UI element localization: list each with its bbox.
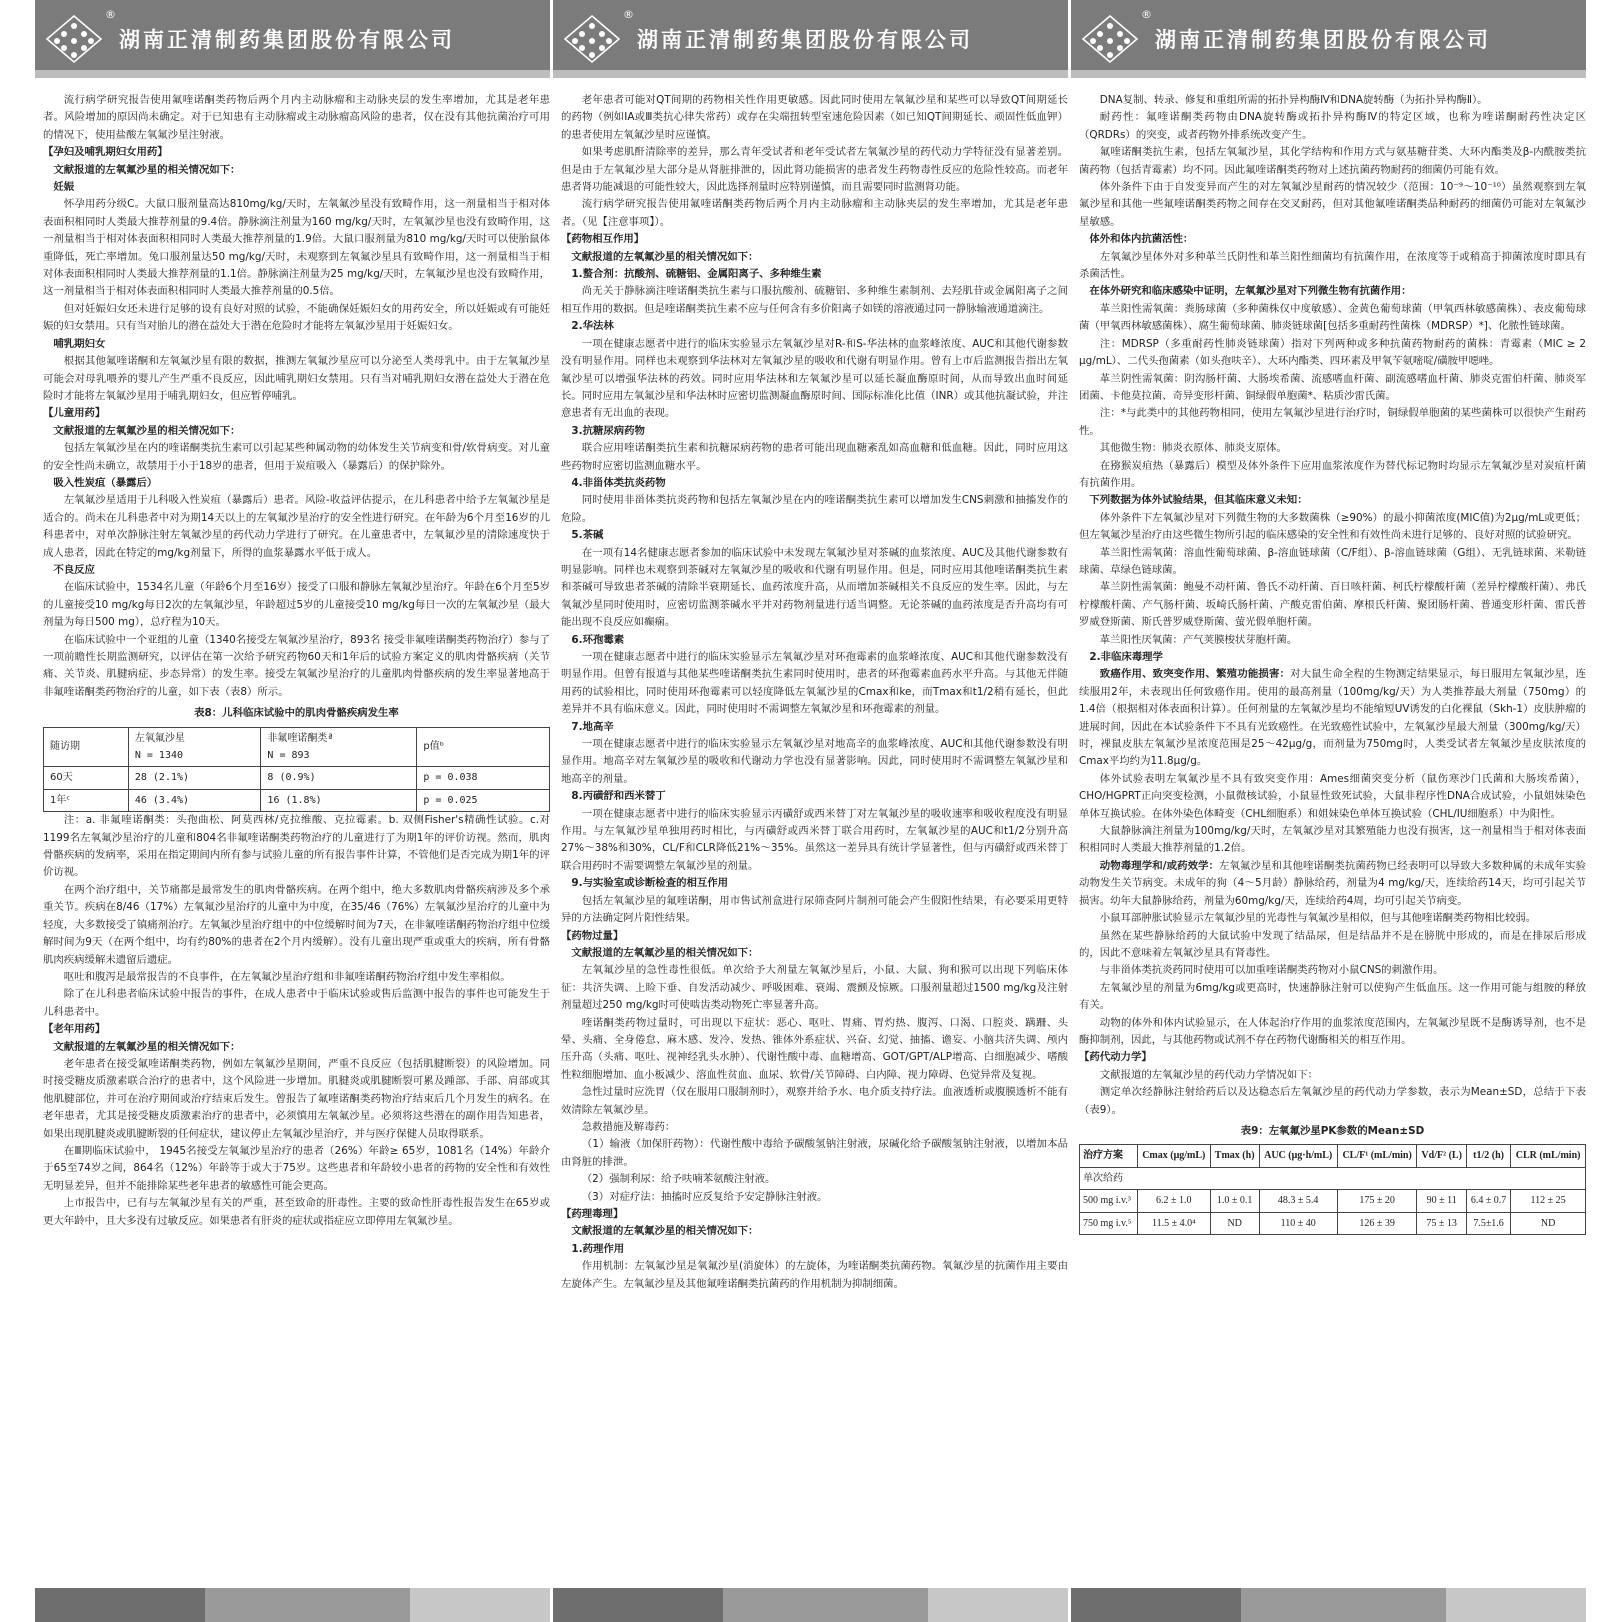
page-column-3 <box>1071 0 1586 1622</box>
table-cell: 110 ± 40 <box>1259 1212 1337 1234</box>
subheading: 吸入性炭疽（暴露后） <box>53 476 158 489</box>
paragraph: （3）对症疗法：抽搐时应反复给予安定静脉注射液。 <box>581 1190 828 1203</box>
paragraph: DNA复制、转录、修复和重组所需的拓扑异构酶Ⅳ和DNA旋转酶（为拓扑异构酶Ⅱ）。 <box>1099 94 1488 106</box>
company-logo <box>1081 14 1139 64</box>
table-cell: 112 ± 25 <box>1511 1190 1586 1212</box>
paragraph-text: 对大鼠生命全程的生物测定结果显示，每日服用左氧氟沙星，连续服用2年，未表现出任何致癌作用。使用的最高剂量（100mg/kg/天）为人类推荐最大剂量（750mg）的1.4倍（根据相对体表面积计算）。任何剂量的左氧氟沙星均不能缩短UV诱发的白化裸鼠（Skh-1）皮肤肿瘤的进展时间，因此在本试验条件下不具有光致癌性。在光致癌性试验中，左氧氟沙星最大剂量（300mg/kg/天）时，裸鼠皮肤左氧氟沙星浓度范围是25～42μg/g，而剂量为750mg时，人类受试者左氧氟沙星皮肤浓度的Cmax平均约为11.8μg/g。 <box>1079 668 1587 768</box>
table-header: t1/2 (h) <box>1466 1145 1510 1167</box>
paragraph: 在猕猴炭疽热（暴露后）模型及体外条件下应用血浆浓度作为替代标记物时均显示左氧氟沙星对炭疽杆菌有抗菌作用。 <box>1079 459 1586 489</box>
table-header: AUC (μg·h/mL) <box>1259 1145 1337 1167</box>
paragraph: 耐药性：氟喹诺酮类药物由DNA旋转酶或拓扑异构酶Ⅳ的特定区域，也称为喹诺酮耐药性决定区（QRDRs）的突变，或者药物外排系统改变产生。 <box>1079 111 1586 141</box>
subheading: 3.抗糖尿病药物 <box>571 424 645 437</box>
paragraph: 氟喹诺酮类抗生素，包括左氧氟沙星，其化学结构和作用方式与氨基糖苷类、大环内酯类及β-内酰胺类抗菌药物（包括青霉素）均不同。因此氟喹诺酮类药物对上述抗菌药物耐药的细菌仍可能有效。 <box>1079 146 1586 176</box>
table-header: CLR (mL/min) <box>1511 1145 1586 1167</box>
paragraph: 一项在健康志愿者中进行的临床实验显示左氧氟沙星对R-和S-华法林的血浆峰浓度、AUC和其他代谢参数没有明显作用。同样也未观察到华法林对左氧氟沙星的吸收和代谢有明显作用。曾有上市后监测报告指出左氧氟沙星可以增强华法林的药效。同时应用华法林和左氧氟沙星可以延长凝血酶原时间，从而导致出血时间延长。同时应用左氧氟沙星和华法林时应密切监测凝血酶原时间、国际标准化比值（INR）或其他抗凝试验，并注意患者有无出血的表现。 <box>561 337 1068 420</box>
table-cell: 28 (2.1%) <box>128 767 261 789</box>
table-header: Tmax (h) <box>1210 1145 1259 1167</box>
table-cell: 75 ± 13 <box>1417 1212 1466 1234</box>
subheading: 6.环孢霉素 <box>571 633 625 646</box>
table-row <box>1080 1167 1586 1189</box>
footer-segment <box>1446 1588 1586 1622</box>
table-header-text: 非氟喹诺酮类ª <box>267 732 334 744</box>
subheading: 2.华法林 <box>571 320 614 333</box>
paragraph: 其他微生物：肺炎衣原体、肺炎支原体。 <box>1099 442 1287 455</box>
section-title: 【老年用药】 <box>43 1023 106 1036</box>
paragraph: 老年患者可能对QT间期的药物相关性作用更敏感。因此同时使用左氧氟沙星和某些可以导致QT间期延长的药物（例如IA或Ⅲ类抗心律失常药）或存在尖端扭转型室速危险因素（如已知QT间期延长、顽固性低血钾）的患者使用左氧氟沙星时应谨慎。 <box>561 94 1068 141</box>
table-cell: 60天 <box>44 767 129 789</box>
company-name: 湖南正清制药集团股份有限公司 <box>1155 28 1491 52</box>
table-8-caption: 表8：儿科临床试验中的肌肉骨骼疾病发生率 <box>194 707 399 720</box>
paragraph: 急性过量时应洗胃（仅在服用口服制剂时），观察并给予水、电介质支持疗法。血液透析或腹膜透析不能有效清除左氧氟沙星。 <box>561 1086 1068 1116</box>
table-header: CL/F¹ (mL/min) <box>1337 1145 1417 1167</box>
table-cell: 11.5 ± 4.0⁴ <box>1137 1212 1210 1234</box>
table-cell: 500 mg i.v.³ <box>1080 1190 1138 1212</box>
paragraph: 尚无关于静脉滴注喹诺酮类抗生素与口服抗酸剂、硫糖铝、多种维生素制剂、去羟肌苷或金属阳离子之间相互作用的数据。但是喹诺酮类抗生素不应与任何含有多价阳离子如镁的溶液通过同一静脉输液通道滴注。 <box>561 285 1068 315</box>
paragraph: 大鼠静脉滴注剂量为100mg/kg/天时，左氧氟沙星对其繁殖能力也没有损害，这一剂量相当于相对体表面积相同时人类最大推荐剂量的1.2倍。 <box>1079 825 1586 855</box>
paragraph: 在Ⅲ期临床试验中， 1945名接受左氧氟沙星治疗的患者（26%）年龄≥ 65岁，1081名（14%）年龄介于65至74岁之间，864名（12%）年龄等于或大于75岁。这些患者和年龄较小患者的药物的安全性和有效性无明显差异，但并不能排除某些老年患者的敏感性可能会更高。 <box>43 1144 550 1192</box>
subheading: 体外和体内抗菌活性： <box>1089 233 1194 246</box>
table-header <box>128 727 261 767</box>
subheading: 在体外研究和临床感染中证明，左氧氟沙星对下列微生物有抗菌作用： <box>1089 285 1412 298</box>
table-header: Vd/F² (L) <box>1417 1145 1466 1167</box>
paragraph: 与非甾体类抗炎药同时使用可以加重喹诺酮类药物对小鼠CNS的刺激作用。 <box>1099 964 1444 977</box>
paragraph: 在临床试验中，1534名儿童（年龄6个月至16岁）接受了口服和静脉左氧氟沙星治疗。年龄在6个月至5岁的儿童接受10 mg/kg每日2次的左氧氟沙星，年龄超过5岁的儿童接受10 mg/kg每日一次的左氧氟沙星（最大剂量为每日500 mg），总疗程为10天。 <box>43 581 550 629</box>
page-column-1 <box>35 0 550 1622</box>
table-cell: ND <box>1210 1212 1259 1234</box>
paragraph: 动物的体外和体内试验显示，在人体起治疗作用的血浆浓度范围内，左氧氟沙星既不是酶诱导剂，也不是酶抑制剂，因此，与其他药物或试剂不存在药物代谢酶相关的相互作用。 <box>1079 1016 1586 1046</box>
paragraph: 老年患者在接受氟喹诺酮类药物，例如左氧氟沙星期间，严重不良反应（包括肌腱断裂）的风险增加。同时接受糖皮质激素联合治疗的患者中，这个风险进一步增加。肌腱炎或肌腱断裂可累及踵部、手部、肩部或其他肌腱部位，并可在治疗期间或治疗结束后发生。曾报告了氟喹诺酮类药物治疗结束后几个月发生的病名。在老年患者，尤其是接受糖皮质激素治疗的患者中，必须慎用左氧氟沙星。必须将这些潜在的副作用告知患者，如果出现肌腱炎或肌腱断裂的任何症状，建议停止左氧氟沙星治疗，并与医疗保健人员取得联系。 <box>43 1057 550 1140</box>
paragraph <box>1079 858 1586 910</box>
paragraph: 流行病学研究报告使用氟喹诺酮类药物后两个月内主动脉瘤和主动脉夹层的发生率增加，尤其是老年患者。（见【注意事项】）。 <box>561 198 1068 228</box>
paragraph: 作用机制：左氧氟沙星是氧氟沙星(消旋体）的左旋体，为喹诺酮类抗菌药物。氧氟沙星的抗菌作用主要由左旋体产生。左氧氟沙星及其他氟喹诺酮类抗菌药的作用机制为抑制细菌。 <box>561 1260 1068 1290</box>
paragraph: 革兰阳性厌氧菌：产气荚膜梭状芽胞杆菌。 <box>1099 633 1298 646</box>
subheading: 4.非甾体类抗炎药物 <box>571 476 666 489</box>
section-title: 【药理毒理】 <box>561 1208 624 1220</box>
table-row <box>1080 1212 1586 1234</box>
table-row <box>44 789 550 811</box>
column-2-text <box>561 92 1068 1293</box>
registered-mark: ® <box>1141 8 1152 21</box>
header-bar <box>35 0 550 78</box>
subheading: 下列数据为体外试验结果，但其临床意义未知： <box>1089 494 1308 507</box>
table-group-label: 单次给药 <box>1080 1167 1586 1189</box>
paragraph: 在两个治疗组中，关节痛都是最常发生的肌肉骨骼疾病。在两个组中，绝大多数肌肉骨骼疾病涉及多个承重关节。疾病在8/46（17%）左氧氟沙星治疗的儿童中为中度，在35/46（76%）左氧氟沙星治疗的儿童中为轻度，大多数接受了镇痛剂治疗。左氧氟沙星治疗组中的中位缓解时间为7天，在非氟喹诺酮药物治疗组中位缓解时间为9天（在两个组中，均有约80%的患者在2个月内缓解）。没有儿童出现严重或重大的疾病，所有骨骼肌肉疾病缓解未遗留后遗症。 <box>43 883 550 966</box>
footer-segment <box>410 1588 550 1622</box>
paragraph: 左氧氟沙星适用于儿科吸入性炭疽（暴露后）患者。风险-收益评估提示，在儿科患者中给予左氧氟沙星是适合的。尚未在儿科患者中对为期14天以上的左氧氟沙星治疗的安全性进行研究。在年龄为6个月至16岁的儿科患者中，对单次静脉注射左氧氟沙星的药代动力学进行了研究。在儿童患者中，左氧氟沙星的清除速度快于成人患者，因此在特定的mg/kg剂量下，所得的血浆暴露水平低于成人。 <box>43 494 550 559</box>
section-title: 【药代动力学】 <box>1079 1051 1152 1064</box>
footer-bar <box>35 1588 550 1622</box>
table-9 <box>1079 1144 1586 1235</box>
paragraph: 左氧氟沙星体外对多种革兰氏阴性和革兰阳性细菌均有抗菌作用，在浓度等于或稍高于抑菌浓度时即具有杀菌活性。 <box>1079 250 1586 281</box>
paragraph: 一项在健康志愿者中进行的临床实验显示左氧氟沙星对环孢霉素的血浆峰浓度、AUC和其他代谢参数没有明显作用。但曾有报道与其他某些喹诺酮类抗生素同时使用时，患者的环孢霉素血药水平升高。与其他无伴随用药的试验相比，同时使用环孢霉素可以轻度降低左氧氟沙星的Cmax和ke，而Tmax和t1/2稍有延长，但此差异并不具有临床意义。因此，同时使用时不需调整左氧氟沙星和环孢霉素的剂量。 <box>561 651 1068 716</box>
table-header-text: 左氧氟沙星 <box>134 732 185 744</box>
table-header: 治疗方案 <box>1080 1145 1138 1167</box>
paragraph: 包括左氧氟沙星的氟喹诺酮，用市售试剂盒进行尿筛查阿片制剂可能会产生假阳性结果，有必要采用更特异的方法确定阿片阳性结果。 <box>561 894 1068 925</box>
footer-bar <box>1071 1588 1586 1622</box>
paragraph: 左氧氟沙星的剂量为6mg/kg或更高时，快速静脉注射可以使狗产生低血压。这一作用可能与组胺的释放有关。 <box>1079 981 1586 1012</box>
header-stripe <box>1071 70 1586 78</box>
table-cell: 6.4 ± 0.7 <box>1466 1190 1510 1212</box>
table-cell: 48.3 ± 5.4 <box>1259 1190 1337 1212</box>
subheading: 文献报道的左氧氟沙星的相关情况如下： <box>571 1225 759 1238</box>
footer-segment <box>928 1588 1068 1622</box>
table-note: 注：a. 非氟喹诺酮类：头孢曲松、阿莫西林/克拉维酸、克拉霉素。b. 双侧Fisher's精确性试验。c.对1199名左氧氟沙星治疗的儿童和804名非氟喹诺酮类药物治疗的儿童进行了为期1年的评价访视。然而，肌肉骨骼疾病的发病率，采用在指定期间内所有参与试验儿童的所有报告事件计算，不管他们是否完成为期1年的评价访视。 <box>43 814 550 879</box>
company-name: 湖南正清制药集团股份有限公司 <box>119 28 455 52</box>
table-cell: 126 ± 39 <box>1337 1212 1417 1234</box>
inline-heading: 动物毒理学和/或药效学： <box>1099 859 1220 872</box>
paragraph: 革兰阳性需氧菌：粪肠球菌（多种菌株仅中度敏感）、金黄色葡萄球菌（甲氧西林敏感菌株）、表皮葡萄球菌（甲氧西林敏感菌株）、腐生葡萄球菌、肺炎链球菌[包括多重耐药性菌株（MDRSP）*]、化脓性链球菌。 <box>1079 302 1586 333</box>
paragraph: 小鼠耳部肿胀试验显示左氧氟沙星的光毒性与氧氟沙星相似，但与其他喹诺酮类药物相比较弱。 <box>1099 912 1537 925</box>
footer-bar <box>553 1588 1068 1622</box>
subheading: 文献报道的左氧氟沙星的相关情况如下： <box>53 1040 241 1053</box>
paragraph: 同时使用非甾体类抗炎药物和包括左氧氟沙星在内的喹诺酮类抗生素可以增加发生CNS刺激和抽搐发作的危险。 <box>561 494 1068 524</box>
table-row <box>1080 1190 1586 1212</box>
table-cell: ND <box>1511 1212 1586 1234</box>
section-title: 【药物过量】 <box>561 929 624 942</box>
paragraph: 流行病学研究报告使用氟喹诺酮类药物后两个月内主动脉瘤和主动脉夹层的发生率增加，尤其是老年患者。风险增加的原因尚未确定。对于已知患有主动脉瘤或主动脉瘤高风险的患者，仅在没有其他抗菌治疗可用的情况下，使用盐酸左氧氟沙星注射液。 <box>43 94 550 141</box>
paragraph: 在一项有14名健康志愿者参加的临床试验中未发现左氧氟沙星对茶碱的血浆浓度、AUC及其他代谢参数有明显影响。同样也未观察到茶碱对左氧氟沙星的吸收和代谢有明显作用。但是，同时应用其他喹诺酮类抗生素和茶碱可导致患者茶碱的清除半衰期延长、血药浓度升高，从而增加茶碱相关不良反应的发生率。因此，与左氧氟沙星同时使用时，应密切监测茶碱水平并对药物剂量进行适当调整。无论茶碱的血药浓度是否升高均有可能出现不良反应如癫痫。 <box>561 546 1068 629</box>
table-cell: p = 0.038 <box>417 767 550 789</box>
subheading: 1.药理作用 <box>571 1242 625 1255</box>
subheading: 2.非临床毒理学 <box>1089 651 1163 663</box>
table-9-caption: 表9：左氧氟沙星PK参数的Mean±SD <box>1240 1124 1425 1137</box>
table-cell: p = 0.025 <box>417 789 550 811</box>
company-logo <box>45 14 103 64</box>
table-cell: 6.2 ± 1.0 <box>1137 1190 1210 1212</box>
paragraph-text: 左氧氟沙星和其他喹诺酮类抗菌药物已经表明可以导致大多数种属的未成年实验动物发生关节病变。未成年的狗（4～5月龄）静脉给药，剂量为4 mg/kg/天，连续给药14天，均可引起关节损害。幼年大鼠静脉给药，剂量为60mg/kg/天，连续给药4周，均可引起关节病变。 <box>1079 859 1586 907</box>
paragraph: 一项在健康志愿者中进行的临床实验显示左氧氟沙星对地高辛的血浆峰浓度、AUC和其他代谢参数没有明显作用。地高辛对左氧氟沙星的吸收和代谢动力学也没有显著影响。因此，同时使用时不需调整左氧氟沙星和地高辛的剂量。 <box>561 738 1068 785</box>
section-title: 【药物相互作用】 <box>561 233 645 246</box>
paragraph: 体外条件下由于自发变异而产生的对左氧氟沙星耐药的情况较少（范围：10⁻⁹～10⁻¹⁰）虽然观察到左氧氟沙星和其他一些氟喹诺酮类药物之间存在交叉耐药，但对其他氟喹诺酮类品种耐药的细菌仍可能对左氧氟沙星敏感。 <box>1079 181 1586 228</box>
table-8 <box>43 727 550 813</box>
paragraph: 左氧氟沙星的急性毒性很低。单次给予大剂量左氧氟沙星后，小鼠、大鼠、狗和猴可以出现下列临床体征：共济失调、上睑下垂、自发活动减少、呼吸困难、衰竭、震颤及惊厥。口服剂量超过1500 mg/kg及注射剂量超过250 mg/kg时可使啮齿类动物死亡率显著升高。 <box>561 964 1068 1012</box>
subheading: 9.与实验室或诊断检查的相互作用 <box>571 877 729 890</box>
section-title: 【儿童用药】 <box>43 407 106 420</box>
subheading: 不良反应 <box>53 563 95 576</box>
paragraph: 在临床试验中一个亚组的儿童（1340名接受左氧氟沙星治疗，893名 接受非氟喹诺酮类药物治疗）参与了一项前瞻性长期监测研究，以评估在第一次给予研究药物60天和1年后的试验方案定义的肌肉骨骼疾病（关节痛、关节炎、肌腱病症、步态异常）的发生率。接受左氧氟沙星治疗的儿童肌肉骨骼疾病的发生率显著地高于非氟喹诺酮类药物治疗的儿童，如下表（表8）所示。 <box>43 633 550 698</box>
paragraph: 根据其他氟喹诺酮和左氧氟沙星有限的数据，推测左氧氟沙星应可以分泌至人类母乳中。由于左氧氟沙星可能会对母乳喂养的婴儿产生严重不良反应，因此哺乳期妇女禁用。只有当对哺乳期妇女潜在益处大于潜在危险时才能将左氧氟沙星用于哺乳期妇女，但应暂停哺乳。 <box>43 355 550 402</box>
paragraph: 测定单次经静脉注射给药后以及达稳态后左氧氟沙星的药代动力学参数，表示为Mean±SD，总结于下表（表9）。 <box>1079 1086 1586 1116</box>
paragraph: 注：MDRSP（多重耐药性肺炎链球菌）指对下列两种或多种抗菌药物耐药的菌株：青霉素（MIC ≥ 2 μg/mL）、二代头孢菌素（如头孢呋辛）、大环内酯类、四环素及甲氧苄氨嘧啶/磺胺甲噁唑。 <box>1079 337 1586 368</box>
subheading: 8.丙磺舒和西米替丁 <box>571 790 666 803</box>
table-cell: 7.5±1.6 <box>1466 1212 1510 1234</box>
paragraph: 虽然在某些静脉给药的大鼠试验中发现了结晶尿，但是结晶并不是在膀胱中形成的，而是在排尿后形成的，因此不意味着左氧氟沙星具有肾毒性。 <box>1079 929 1586 959</box>
table-cell: 90 ± 11 <box>1417 1190 1466 1212</box>
table-header: Cmax (μg/mL) <box>1137 1145 1210 1167</box>
column-3-text <box>1079 92 1586 1235</box>
table-header <box>261 727 417 767</box>
table-cell: 46 (3.4%) <box>128 789 261 811</box>
header-stripe <box>553 70 1068 78</box>
paragraph: 体外条件下左氧氟沙星对下列微生物的大多数菌株（≥90%）的最小抑菌浓度(MIC值)为2μg/mL或更低；但左氧氟沙星治疗由这些微生物所引起的临床感染的安全性和有效性尚未进行足够的、良好对照的试验研究。 <box>1079 511 1586 542</box>
subheading: 文献报道的左氧氟沙星的相关情况如下： <box>571 250 759 263</box>
subheading: 5.茶碱 <box>571 529 604 542</box>
table-cell: 175 ± 20 <box>1337 1190 1417 1212</box>
table-cell: 750 mg i.v.⁵ <box>1080 1212 1138 1234</box>
footer-segment <box>1071 1588 1241 1622</box>
header-bar <box>553 0 1068 78</box>
footer-segment <box>35 1588 205 1622</box>
header-stripe <box>35 70 550 78</box>
paragraph: 革兰阴性需氧菌：鲍曼不动杆菌、鲁氏不动杆菌、百日咳杆菌、柯氏柠檬酸杆菌（差异柠檬酸杆菌）、弗氏柠檬酸杆菌、产气肠杆菌、坂崎氏肠杆菌、产酸克雷伯菌、摩根氏杆菌、聚团肠杆菌、普通变形杆菌、雷氏普罗威登斯菌、斯氏普罗威登斯菌、萤光假单胞杆菌。 <box>1079 581 1586 629</box>
subheading: 哺乳期妇女 <box>53 337 106 350</box>
subheading: 文献报道的左氧氟沙星的相关情况如下： <box>53 163 241 176</box>
paragraph: 注：*与此类中的其他药物相同，使用左氧氟沙星进行治疗时，铜绿假单胞菌的某些菌株可以很快产生耐药性。 <box>1079 407 1586 437</box>
footer-segment <box>553 1588 723 1622</box>
table-header: p值ᵇ <box>417 727 550 767</box>
paragraph: 包括左氧氟沙星在内的喹诺酮类抗生素可以引起某些种属动物的幼体发生关节病变和骨/软骨病变。对儿童的安全性尚未确立，故禁用于小于18岁的患者，但用于炭疽吸入（暴露后）的保护除外。 <box>43 442 550 472</box>
subheading: 文献报道的左氧氟沙星的相关情况如下： <box>571 946 759 959</box>
inline-heading: 致癌作用、致突变作用、繁殖功能损害： <box>1099 668 1291 681</box>
paragraph: 呕吐和腹泻是最常报告的不良事件，在左氧氟沙星治疗组和非氟喹诺酮药物治疗组中发生率相似。 <box>63 970 511 983</box>
table-header-text: N = 893 <box>267 750 310 762</box>
paragraph: 除了在儿科患者临床试验中报告的事件，在成人患者中于临床试验或售后监测中报告的事件也可能发生于儿科患者中。 <box>43 988 550 1018</box>
subheading: 7.地高辛 <box>571 720 614 733</box>
header-bar <box>1071 0 1586 78</box>
paragraph: 喹诺酮类药物过量时，可出现以下症状：恶心、呕吐、胃痛、胃灼热、腹泻、口渴、口腔炎、蹒跚、头晕、头痛、全身倦怠、麻木感、发冷、发热、锥体外系症状、兴奋、幻觉、抽搐、谵妄、小脑共济失调、颅内压升高（头痛、呕吐、视神经乳头水肿）、代谢性酸中毒、血糖增高、GOT/GPT/ALP增高、白细胞减少、嗜酸性粒细胞增加、血小板减少、溶血性贫血、血尿、软骨/关节障碍、白内障、视力障碍、色觉异常及复视。 <box>561 1016 1068 1081</box>
paragraph: 急救措施及解毒药： <box>581 1120 676 1133</box>
registered-mark: ® <box>105 8 116 21</box>
table-cell: 16 (1.8%) <box>261 789 417 811</box>
paragraph: （1）输液（加保肝药物）：代谢性酸中毒给予碳酸氢钠注射液，尿碱化给予碳酸氢钠注射液，以增加本品由肾脏的排泄。 <box>561 1138 1068 1168</box>
registered-mark: ® <box>623 8 634 21</box>
subheading: 文献报道的左氧氟沙星的相关情况如下： <box>53 424 241 437</box>
paragraph <box>1079 666 1586 770</box>
paragraph: 联合应用喹诺酮类抗生素和抗糖尿病药物的患者可能出现血糖紊乱如高血糖和低血糖。因此，同时应用这些药物时应密切监测血糖水平。 <box>561 442 1068 472</box>
paragraph: 一项在健康志愿者中进行的临床实验显示丙磺舒或西米替丁对左氧氟沙星的吸收速率和吸收程度没有明显作用。与左氧氟沙星单独用药时相比，与丙磺舒或西米替丁联合用药时，左氧氟沙星的AUC和t1/2分别升高27%～38%和30%，CL/F和CLR降低21%～35%。虽然这一差异具有统计学显著性，但与丙磺舒或西米替丁联合用药时不需要调整左氧氟沙星的剂量。 <box>561 807 1068 872</box>
table-cell: 1.0 ± 0.1 <box>1210 1190 1259 1212</box>
page-column-2 <box>553 0 1068 1622</box>
paragraph: 革兰阳性需氧菌：溶血性葡萄球菌、β-溶血链球菌（C/F组）、β-溶血链球菌（G组）、无乳链球菌、米勒链球菌、草绿色链球菌。 <box>1079 546 1586 576</box>
paragraph: 但对妊娠妇女还未进行足够的设有良好对照的试验，不能确保妊娠妇女的用药安全，所以妊娠或有可能妊娠的妇女禁用。只有当对胎儿的潜在益处大于潜在危险时才能将左氧氟沙星用于妊娠妇女。 <box>43 302 550 333</box>
table-header-text: N = 1340 <box>134 750 184 762</box>
paragraph: （2）强制利尿：给予呋喃苯氨酸注射液。 <box>581 1173 776 1186</box>
paragraph: 体外试验表明左氧氟沙星不具有致突变作用：Ames细菌突变分析（鼠伤寒沙门氏菌和大肠埃希菌），CHO/HGPRT正向突变检测，小鼠微核试验，小鼠显性致死试验，大鼠非程序性DNA合成试验，小鼠姐妹染色单体互换试验。在体外染色体畸变（CHL细胞系）和姐妹染色单体互换试验（CHL/IU细胞系）中为阳性。 <box>1079 772 1586 820</box>
paragraph: 怀孕用药分级C。大鼠口服剂量高达810mg/kg/天时，左氧氟沙星没有致畸作用，这一剂量相当于相对体表面积相同时人类最大推荐剂量的9.4倍。静脉滴注剂量为160 mg/kg/天时，左氧氟沙星也没有致畸作用，这一剂量相当于相对体表面积相同时人类最大推荐剂量的1.9倍。大鼠口服剂量为810 mg/kg/天时可以使胎鼠体重降低，死亡率增加。兔口服剂量达50 mg/kg/天时，未观察到左氧氟沙星具有致畸作用，这一剂量相当于相对体表面积相同时人类最大推荐剂量的1.1倍。静脉滴注剂量为25 mg/kg/天时，左氧氟沙星也没有致畸作用，这一剂量相当于相对体表面积相同时人类最大推荐剂量的0.5倍。 <box>43 198 550 298</box>
table-cell: 1年ᶜ <box>44 789 129 811</box>
table-header: 随访期 <box>44 727 129 767</box>
paragraph: 文献报道的左氧氟沙星的药代动力学情况如下： <box>1099 1068 1318 1081</box>
company-name: 湖南正清制药集团股份有限公司 <box>637 28 973 52</box>
company-logo <box>563 14 621 64</box>
table-cell: 8 (0.9%) <box>261 767 417 789</box>
paragraph: 革兰阴性需氧菌：阴沟肠杆菌、大肠埃希菌、流感嗜血杆菌、副流感嗜血杆菌、肺炎克雷伯杆菌、肺炎军团菌、卡他莫拉菌、奇异变形杆菌、铜绿假单胞菌*、粘质沙雷氏菌。 <box>1079 372 1586 402</box>
table-row <box>44 767 550 789</box>
subheading: 妊娠 <box>53 181 75 194</box>
subheading: 1.螯合剂：抗酸剂、硫糖铝、金属阳离子、多种维生素 <box>571 268 822 281</box>
paragraph: 上市报告中，已有与左氧氟沙星有关的严重，甚至致命的肝毒性。主要的致命性肝毒性报告发生在65岁或更大年龄中，且大多没有过敏反应。如果患者有肝炎的症状或指症应立即停用左氧氟沙星。 <box>43 1197 550 1227</box>
section-title: 【孕妇及哺乳期妇女用药】 <box>43 146 168 159</box>
paragraph: 如果考虑肌酐清除率的差异，那么青年受试者和老年受试者左氧氟沙星的药代动力学特征没有显著差别。但是由于左氧氟沙星大部分是从肾脏排泄的，因此肾功能损害的患者发生药物毒性反应的危险性较高。而老年患者肾功能减退的可能性较大，因此选择剂量时应特别谨慎，而且需要同时监测肾功能。 <box>561 146 1068 194</box>
column-1-text <box>43 92 550 1230</box>
